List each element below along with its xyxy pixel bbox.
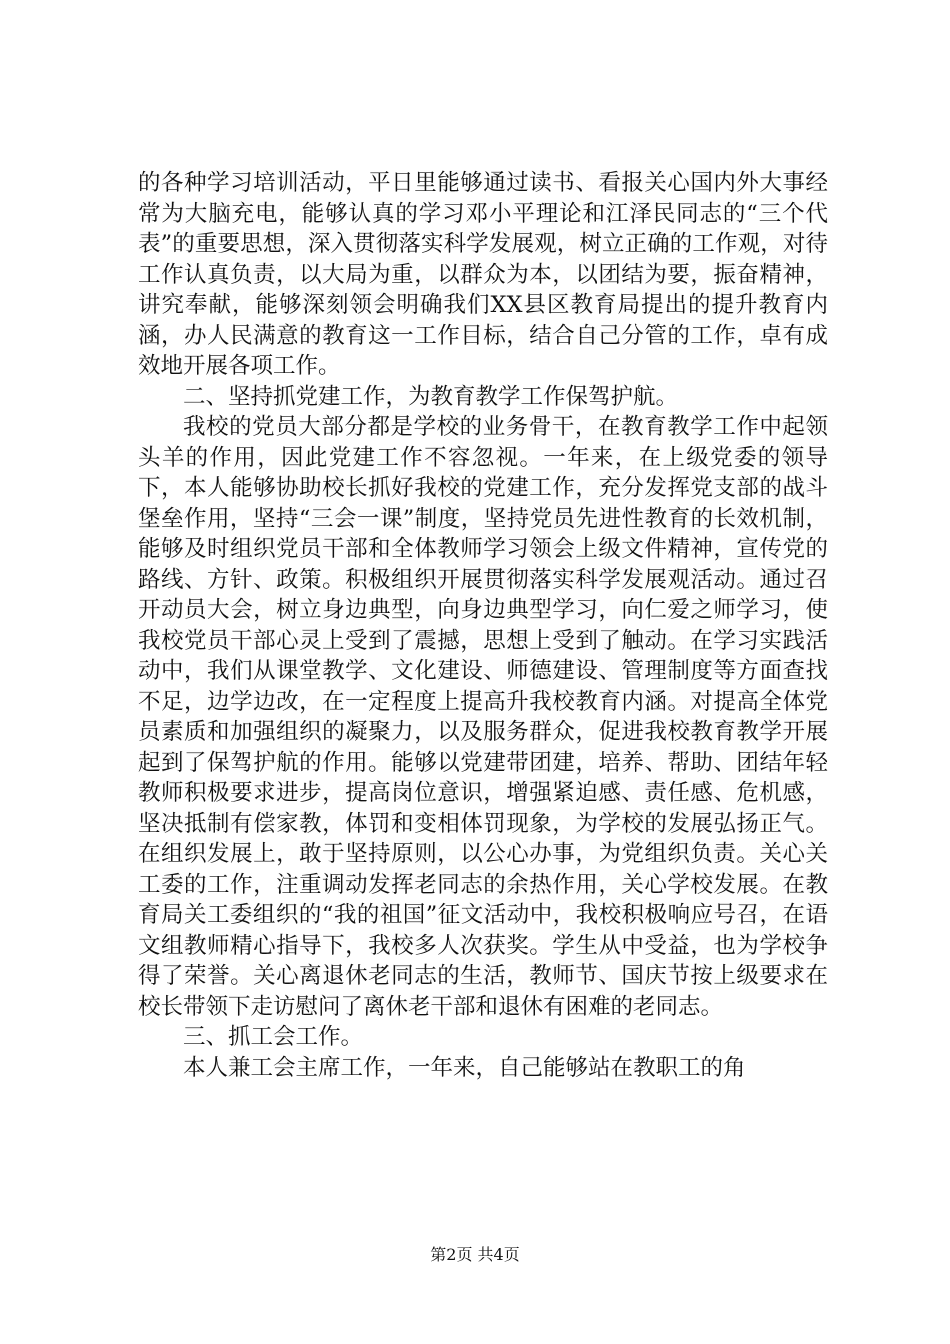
paragraph-union-work: 本人兼工会主席工作，一年来，自己能够站在教职工的角 [183, 1054, 746, 1081]
document-body [138, 168, 828, 1083]
page-number-footer: 第2页 共4页 [430, 1245, 520, 1264]
section-heading-union-work: 三、抓工会工作。 [183, 1024, 364, 1050]
paragraph-party-building: 我校的党员大部分都是学校的业务骨干，在教育教学工作中起领头羊的作用，因此党建工作不容忽视。一年来，在上级党委的领导下，本人能够协助校长抓好我校的党建工作，充分发挥党支部的战斗堡垒作用，坚持“三会一课”制度，坚持党员先进性教育的长效机制，能够及时组织党员干部和全体教师学习领会上级文件精神，宣传党的路线、方针、政策。积极组织开展贯彻落实科学发展观活动。通过召开动员大会，树立身边典型，向身边典型学习，向仁爱之师学习，使我校党员干部心灵上受到了震撼，思想上受到了触动。在学习实践活动中，我们从课堂教学、文化建设、师德建设、管理制度等方面查找不足，边学边改，在一定程度上提高升我校教育内涵。对提高全体党员素质和加强组织的凝聚力，以及服务群众，促进我校教育教学开展起到了保驾护航的作用。能够以党建带团建，培养、帮助、团结年轻教师积极要求进步，提高岗位意识，增强紧迫感、责任感、危机感，坚决抵制有偿家教，体罚和变相体罚现象，为学校的发展弘扬正气。在组织发展上，敢于坚持原则，以公心办事，为党组织负责。关心关工委的工作，注重调动发挥老同志的余热作用，关心学校发展。在教育局关工委组织的“我的祖国”征文活动中，我校积极响应号召，在语文组教师精心指导下，我校多人次获奖。学生从中受益，也为学校争得了荣誉。关心离退休老同志的生活，教师节、国庆节按上级要求在校长带领下走访慰问了离休老干部和退休有困难的老同志。 [138, 414, 828, 1020]
paragraph-continuation: 的各种学习培训活动，平日里能够通过读书、看报关心国内外大事经常为大脑充电，能够认真的学习邓小平理论和江泽民同志的“三个代表”的重要思想，深入贯彻落实科学发展观，树立正确的工作观，对待工作认真负责，以大局为重，以群众为本，以团结为要，振奋精神，讲究奉献，能够深刻领会明确我们XX县区教育局提出的提升教育内涵，办人民满意的教育这一工作目标，结合自己分管的工作，卓有成效地开展各项工作。 [138, 170, 828, 379]
section-heading-party-building: 二、坚持抓党建工作，为教育教学工作保驾护航。 [183, 383, 679, 410]
